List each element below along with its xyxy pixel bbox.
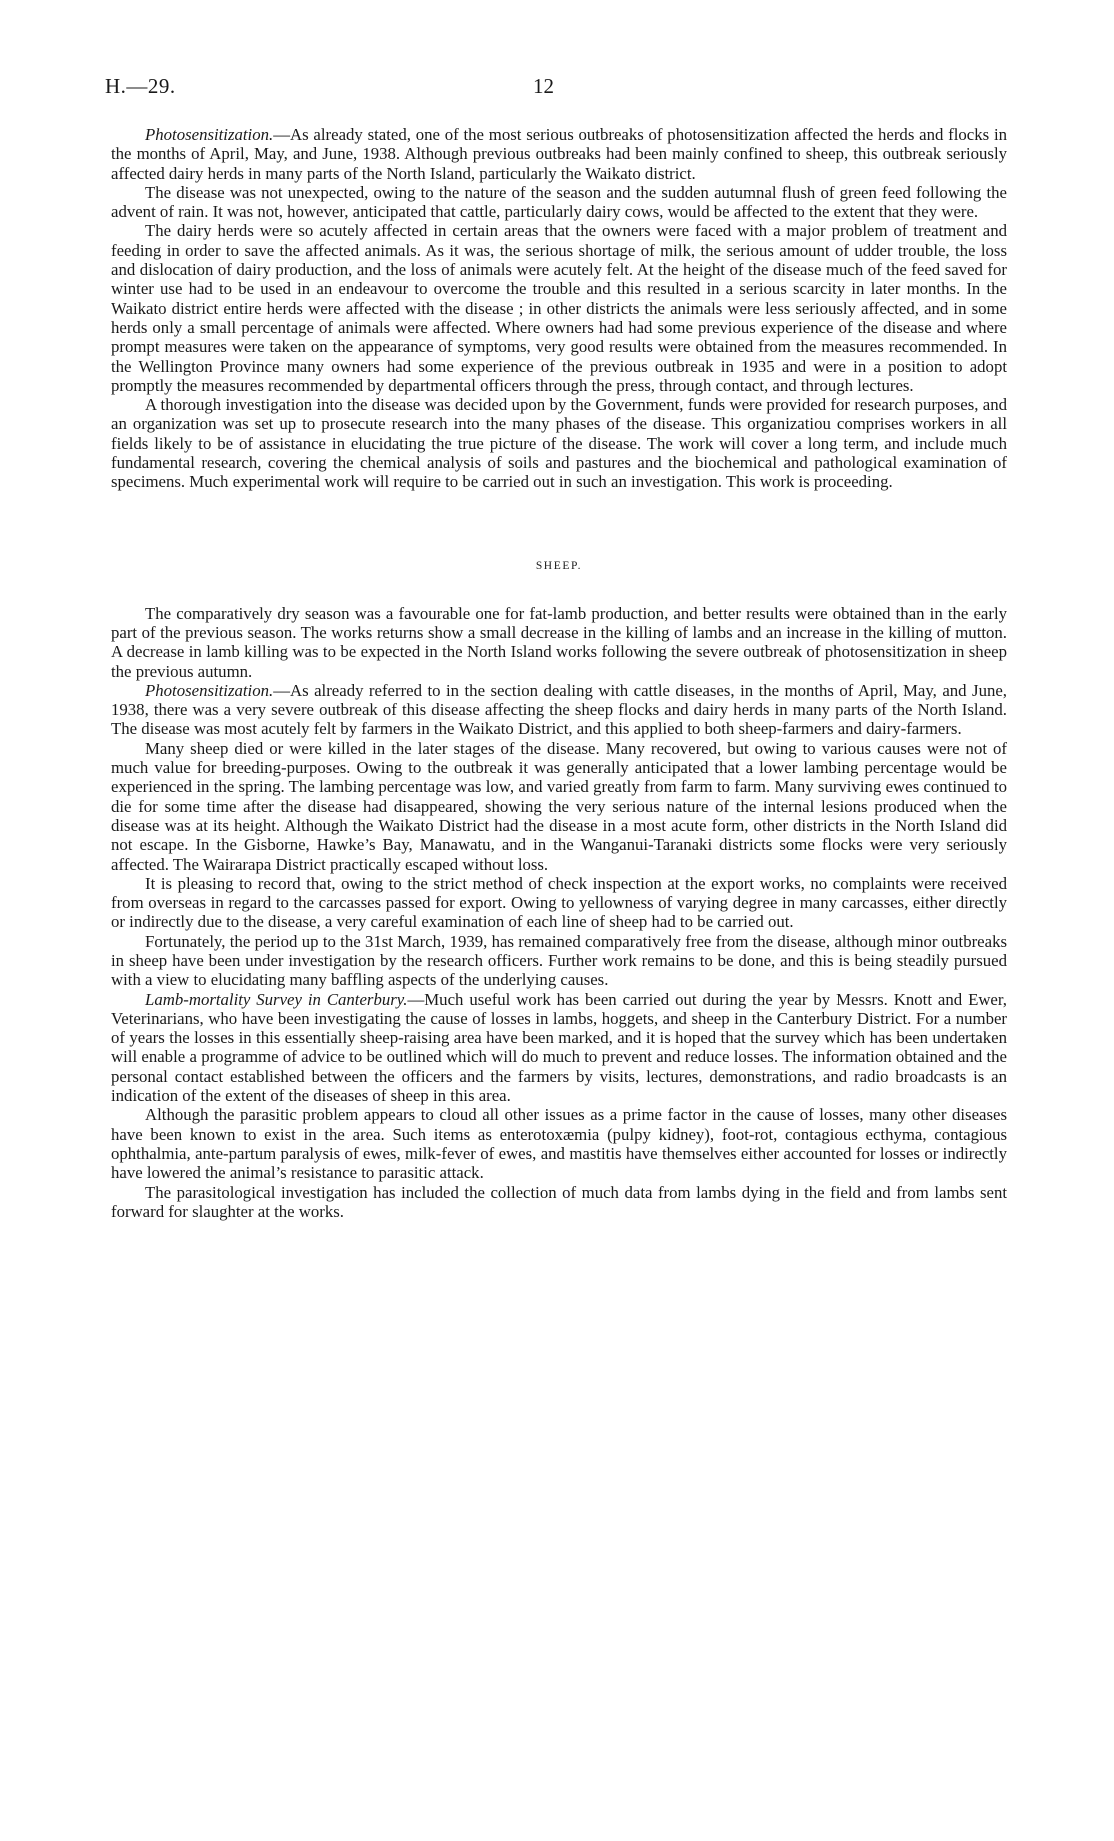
section-spacer [111,492,1007,556]
section-heading-sheep: SHEEP. [535,559,583,572]
paragraph-lead: Photosensitization. [145,125,274,144]
paragraph: A thorough investigation into the disease was decided upon by the Government, funds were provided for research purposes, and an organization was set up to prosecute research into the many phases of the disease. This organizatiou comprises workers in all fields likely to be of assistance in elucidating the true picture of the disease. The work will cover a long term, and include much fundamental research, covering the chemical analysis of soils and pastures and the biochemical and pathological examination of specimens. Much experimental work will require to be carried out in such an investigation. This work is proceeding. [111,395,1007,492]
paragraph-lead: Photosensitization. [145,680,274,700]
paragraph: Photosensitization.—As already referred to in the section dealing with cattle diseases, in the months of April, May, and June, 1938, there was a very severe outbreak of this disease affecting the sheep flocks and dairy herds in many parts of the North Island. The disease was most acutely felt by farmers in the Waikato District, and this applied to both sheep-farmers and dairy-farmers. [111,680,1007,739]
paragraph: Fortunately, the period up to the 31st March, 1939, has remained comparatively free from the disease, although minor outbreaks in sheep have been under investigation by the research officers. Further work remains to be done, and this is being steadily pursued with a view to elucidating many baffling aspects of the underlying causes. [111,931,1007,990]
page-header [105,74,1010,104]
paragraph: Photosensitization.—As already stated, one of the most serious outbreaks of photosensitization affected the herds and flocks in the months of April, May, and June, 1938. Although previous outbreaks had been mainly confined to sheep, this outbreak seriously affected dairy herds in many parts of the North Island, particularly the Waikato district. [111,125,1007,183]
paragraph: The dairy herds were so acutely affected in certain areas that the owners were faced with a major problem of treatment and feeding in order to save the affected animals. As it was, the serious shortage of milk, the serious amount of udder trouble, the loss and dislocation of dairy production, and the loss of animals were acutely felt. At the height of the disease much of the feed saved for winter use had to be used in an endeavour to overcome the trouble and this resulted in a serious scarcity in later months. In the Waikato district entire herds were affected with the disease ; in other districts the animals were less seriously affected, and in some herds only a small percentage of animals were affected. Where owners had had some previous experience of the disease and where prompt measures were taken on the appearance of symptoms, very good results were obtained from the measures recommended. In the Wellington Province many owners had some experience of the previous outbreak in 1935 and were in a position to adopt promptly the measures recommended by departmental officers through the press, through contact, and through lectures. [111,221,1007,395]
paragraph: The comparatively dry season was a favourable one for fat-lamb production, and better results were obtained than in the early part of the previous season. The works returns show a small decrease in the killing of lambs and an increase in the killing of mutton. A decrease in lamb killing was to be expected in the North Island works following the severe outbreak of photosensitization in sheep the previous autumn. [111,603,1007,681]
document-reference: H.—29. [105,74,176,98]
page-body [111,125,1007,1221]
paragraph: The parasitological investigation has included the collection of much data from lambs dying in the field and from lambs sent forward for slaughter at the works. [111,1182,1007,1221]
paragraph: It is pleasing to record that, owing to the strict method of check inspection at the export works, no complaints were received from overseas in regard to the carcasses passed for export. Owing to yellowness of varying degree in many carcasses, either directly or indirectly due to the disease, a very careful examination of each line of sheep had to be carried out. [111,873,1007,932]
paragraph-lead: Lamb-mortality Survey in Canterbury. [145,989,408,1009]
paragraph: Many sheep died or were killed in the later stages of the disease. Many recovered, but owing to various causes were not of much value for breeding-purposes. Owing to the outbreak it was generally anticipated that a lower lambing percentage would be experienced in the spring. The lambing percentage was low, and varied greatly from farm to farm. Many surviving ewes continued to die for some time after the disease had disappeared, showing the very serious nature of the internal lesions produced when the disease was at its height. Although the Waikato District had the disease in a most acute form, other districts in the North Island did not escape. In the Gisborne, Hawke’s Bay, Manawatu, and in the Wanganui-Taranaki districts some flocks were very seriously affected. The Wairarapa District practically escaped without loss. [111,738,1007,874]
paragraph: Lamb-mortality Survey in Canterbury.—Much useful work has been carried out during the year by Messrs. Knott and Ewer, Veterinarians, who have been investigating the cause of losses in lambs, hoggets, and sheep in the Canterbury District. For a number of years the losses in this essentially sheep-raising area have been marked, and it is hoped that the survey which has been undertaken will enable a programme of advice to be outlined which will do much to prevent and reduce losses. The information obtained and the personal contact established between the officers and the farmers by visits, lectures, demonstrations, and radio broadcasts is an indication of the extent of the diseases of sheep in this area. [111,989,1007,1106]
page-number: 12 [533,74,554,98]
paragraph: The disease was not unexpected, owing to the nature of the season and the sudden autumnal flush of green feed following the advent of rain. It was not, however, anticipated that cattle, particularly dairy cows, would be affected to the extent that they were. [111,182,1007,222]
paragraph: Although the parasitic problem appears to cloud all other issues as a prime factor in the cause of losses, many other diseases have been known to exist in the area. Such items as enterotoxæmia (pulpy kidney), foot-rot, contagious ecthyma, contagious ophthalmia, ante-partum paralysis of ewes, milk-fever of ewes, and mastitis have themselves either accounted for losses or indirectly have lowered the animal’s resistance to parasitic attack. [111,1105,1007,1183]
section-spacer [111,576,1007,604]
